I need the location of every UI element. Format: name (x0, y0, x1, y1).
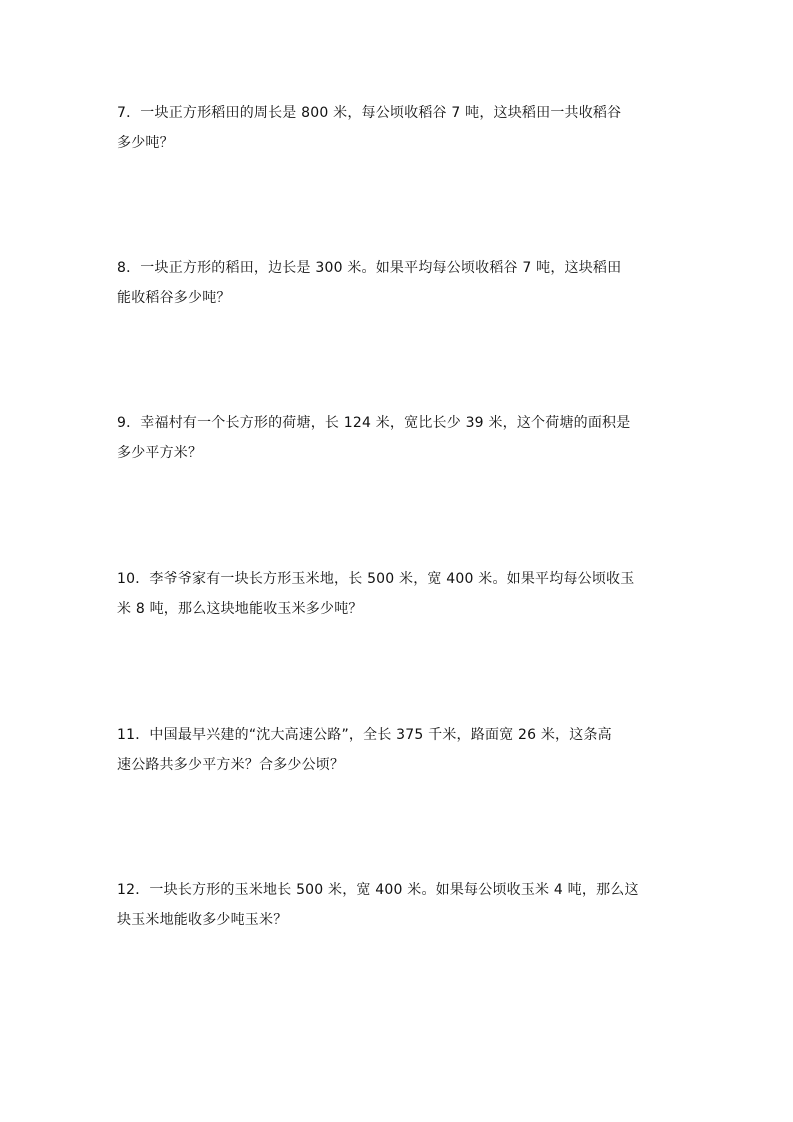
question-8-line-1: 8．一块正方形的稻田，边长是 300 米。如果平均每公顷收稻谷 7 吨，这块稻田 (117, 260, 622, 276)
question-9-line-2: 多少平方米？ (117, 445, 203, 461)
question-7 (117, 98, 682, 158)
question-8 (117, 253, 682, 313)
question-12-line-1: 12．一块长方形的玉米地长 500 米，宽 400 米。如果每公顷收玉米 4 吨，那么这 (117, 882, 639, 898)
question-9 (117, 408, 682, 468)
question-10-line-1: 10．李爷爷家有一块长方形玉米地，长 500 米，宽 400 米。如果平均每公顷收玉 (117, 571, 635, 587)
question-12 (117, 875, 682, 935)
question-10 (117, 564, 682, 624)
question-11 (117, 720, 682, 780)
question-8-line-2: 能收稻谷多少吨？ (117, 290, 231, 306)
question-10-line-2: 米 8 吨，那么这块地能收玉米多少吨？ (117, 601, 363, 617)
question-11-line-2: 速公路共多少平方米？合多少公顷？ (117, 757, 345, 773)
question-9-line-1: 9．幸福村有一个长方形的荷塘，长 124 米，宽比长少 39 米，这个荷塘的面积是 (117, 415, 631, 431)
question-12-line-2: 块玉米地能收多少吨玉米？ (117, 912, 288, 928)
question-7-line-2: 多少吨？ (117, 135, 174, 151)
question-11-line-1: 11．中国最早兴建的“沈大高速公路”，全长 375 千米，路面宽 26 米，这条高 (117, 727, 612, 743)
question-7-line-1: 7．一块正方形稻田的周长是 800 米，每公顷收稻谷 7 吨，这块稻田一共收稻谷 (117, 105, 622, 121)
